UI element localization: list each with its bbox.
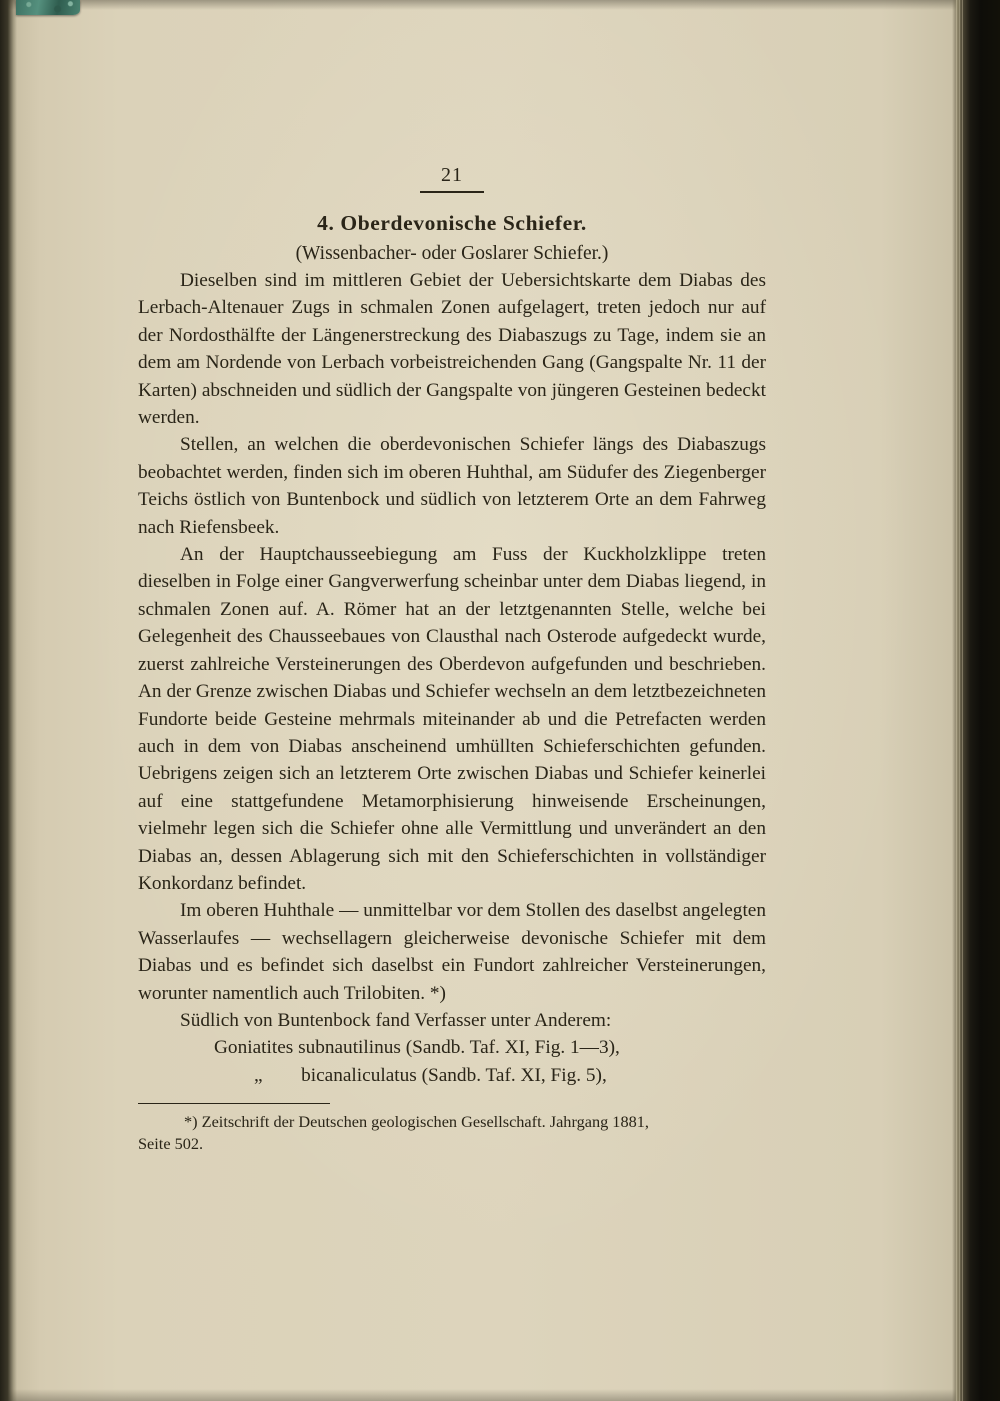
paragraph: An der Hauptchausseebiegung am Fuss der Kuckholzklippe treten dieselben in Folge einer Gangverwerfung scheinbar unter dem Diabas liegend, in schmalen Zonen auf. A. Römer hat an der letztgenannten Stelle, welche bei Gelegenheit des Chausseebaues von Clausthal nach Osterode aufgedeckt wurde, zuerst zahlreiche Versteinerungen des Oberdevon aufgefunden und beschrieben. An der Grenze zwischen Diabas und Schiefer wechseln an dem letztbezeichneten Fundorte beide Gesteine mehrmals miteinander ab und die Petrefacten werden auch in dem von Diabas anscheinend umhüllten Schieferschichten gefunden. Uebrigens zeigen sich an letzterem Orte zwischen Diabas und Schiefer keinerlei auf eine stattgefundene Metamorphisierung hinweisende Erscheinungen, vielmehr legen sich die Schiefer ohne alle Vermittlung und unverändert an den Diabas an, dessen Ablagerung sich mit den Schieferschichten in vollständiger Konkordanz befindet. <box>138 544 766 894</box>
paragraph: Dieselben sind im mittleren Gebiet der Uebersichtskarte dem Diabas des Lerbach-Altenauer Zugs in schmalen Zonen aufgelagert, treten jedoch nur auf der Nordosthälfte der Längenerstreckung des Diabaszugs zu Tage, indem sie an dem am Nordende von Lerbach vorbeistreichenden Gang (Gangspalte Nr. 11 der Karten) abschneiden und südlich der Gangspalte von jüngeren Gesteinen bedeckt werden. <box>138 270 766 429</box>
page-bottom-shadow <box>0 1389 1000 1401</box>
footnote-line: *) Zeitschrift der Deutschen geologischen Gesellschaft. Jahrgang 1881, <box>184 1112 649 1132</box>
footnote-rule <box>138 1103 330 1104</box>
book-binding-edge <box>952 0 1000 1401</box>
footnote-line: Seite 502. <box>138 1133 204 1153</box>
page-top-shadow <box>0 0 1000 10</box>
page-stack-lines <box>956 0 964 1401</box>
species-list-item: „ bicanaliculatus (Sandb. Taf. XI, Fig. 5), <box>254 1064 607 1086</box>
page-number-wrap <box>138 164 766 193</box>
text-block <box>138 164 766 1154</box>
page-gutter-edge <box>0 0 17 1401</box>
cover-corner-fragment <box>16 0 80 15</box>
species-list-item: Goniatites subnautilinus (Sandb. Taf. XI, Fig. 1—3), <box>214 1037 620 1059</box>
section-heading: 4. Oberdevonische Schiefer. <box>317 211 587 235</box>
paragraph: Stellen, an welchen die oberdevonischen Schiefer längs des Diabaszugs beobachtet werden, finden sich im oberen Huhthal, am Südufer des Ziegenberger Teichs östlich von Buntenbock und südlich von letzterem Orte an dem Fahrweg nach Riefensbeek. <box>138 434 766 538</box>
page-number: 21 <box>420 164 484 193</box>
paragraph: Im oberen Huhthale — unmittelbar vor dem Stollen des daselbst angelegten Wasserlaufes — wechsellagern gleicherweise devonische Schiefer mit dem Diabas und es befindet sich daselbst ein Fundort zahlreicher Versteinerungen, worunter namentlich auch Trilobiten. *) <box>138 900 766 1004</box>
section-subheading: (Wissenbacher- oder Goslarer Schiefer.) <box>295 243 609 264</box>
paragraph: Südlich von Buntenbock fand Verfasser unter Anderem: <box>180 1009 612 1031</box>
footnote <box>138 1103 766 1154</box>
